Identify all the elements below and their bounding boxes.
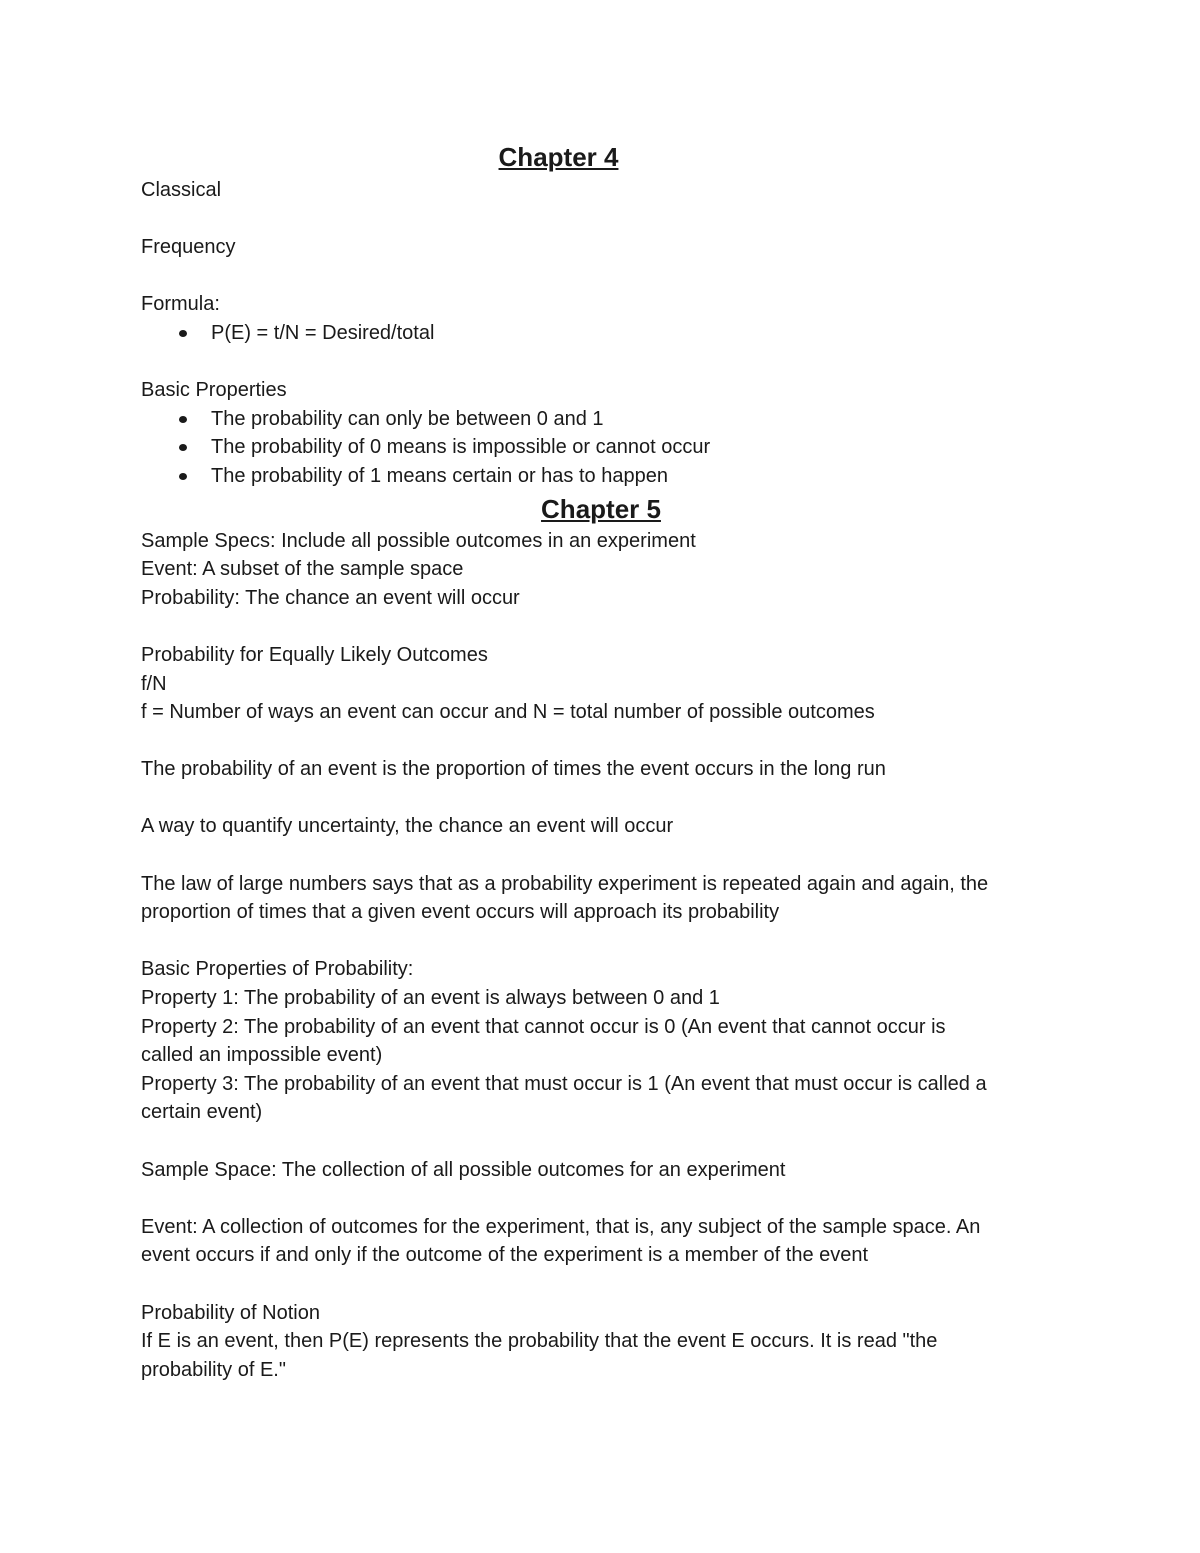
list-item-text: The probability of 1 means certain or has to happen (211, 464, 668, 487)
property-2-line: called an impossible event) (141, 1044, 383, 1067)
spacer (141, 784, 1061, 813)
spacer (141, 841, 1061, 870)
notion-heading: Probability of Notion (141, 1301, 320, 1324)
event-line: Event: A subset of the sample space (141, 558, 464, 581)
formula-heading: Formula: (141, 293, 220, 316)
formula-list (141, 319, 1061, 348)
basic-properties-list (141, 405, 1061, 491)
list-item (179, 433, 1061, 462)
event-definition-line: Event: A collection of outcomes for the experiment, that is, any subject of the sample space. An (141, 1215, 981, 1238)
properties-heading: Basic Properties of Probability: (141, 958, 414, 981)
bullet-icon (179, 416, 187, 423)
list-item (179, 462, 1061, 491)
chapter-5-title: Chapter 5 (541, 493, 661, 524)
property-3-line: certain event) (141, 1101, 263, 1124)
basic-properties-heading: Basic Properties (141, 379, 287, 402)
classical-label: Classical (141, 179, 222, 201)
property-2-line: Property 2: The probability of an event that cannot occur is 0 (An event that cannot occur is (141, 1015, 946, 1038)
spacer (141, 927, 1061, 956)
proportion-statement: The probability of an event is the proportion of times the event occurs in the long run (141, 758, 886, 781)
list-item-text: The probability can only be between 0 and 1 (211, 407, 604, 430)
spacer (141, 727, 1061, 756)
list-item-text: P(E) = t/N = Desired/total (211, 321, 435, 344)
law-large-numbers-line: proportion of times that a given event occurs will approach its probability (141, 901, 780, 924)
equally-likely-formula: f/N (141, 672, 167, 695)
equally-likely-definition: f = Number of ways an event can occur and N = total number of possible outcomes (141, 701, 875, 724)
spacer (141, 1127, 1061, 1156)
bullet-icon (179, 330, 187, 337)
property-1: Property 1: The probability of an event is always between 0 and 1 (141, 987, 720, 1010)
law-large-numbers-line: The law of large numbers says that as a probability experiment is repeated again and again, the (141, 872, 989, 895)
frequency-label: Frequency (141, 236, 236, 259)
spacer (141, 262, 1061, 291)
bullet-icon (179, 444, 187, 451)
spacer (141, 1184, 1061, 1213)
spacer (141, 1270, 1061, 1299)
property-3-line: Property 3: The probability of an event that must occur is 1 (An event that must occur is called a (141, 1072, 987, 1095)
bullet-icon (179, 473, 187, 480)
quantify-statement: A way to quantify uncertainty, the chance an event will occur (141, 815, 674, 838)
notion-line: probability of E." (141, 1358, 286, 1381)
notion-line: If E is an event, then P(E) represents the probability that the event E occurs. It is read "the (141, 1330, 938, 1353)
list-item (179, 319, 1061, 348)
spacer (141, 348, 1061, 377)
spacer (141, 205, 1061, 234)
document-page (141, 142, 1061, 1384)
equally-likely-heading: Probability for Equally Likely Outcomes (141, 643, 488, 666)
sample-space-definition: Sample Space: The collection of all possible outcomes for an experiment (141, 1158, 786, 1181)
sample-specs-line: Sample Specs: Include all possible outcomes in an experiment (141, 529, 696, 552)
list-item (179, 405, 1061, 434)
event-definition-line: event occurs if and only if the outcome of the experiment is a member of the event (141, 1244, 869, 1267)
spacer (141, 612, 1061, 641)
chapter-4-title: Chapter 4 (498, 142, 619, 172)
list-item-text: The probability of 0 means is impossible or cannot occur (211, 436, 711, 459)
probability-line: Probability: The chance an event will occur (141, 586, 520, 609)
